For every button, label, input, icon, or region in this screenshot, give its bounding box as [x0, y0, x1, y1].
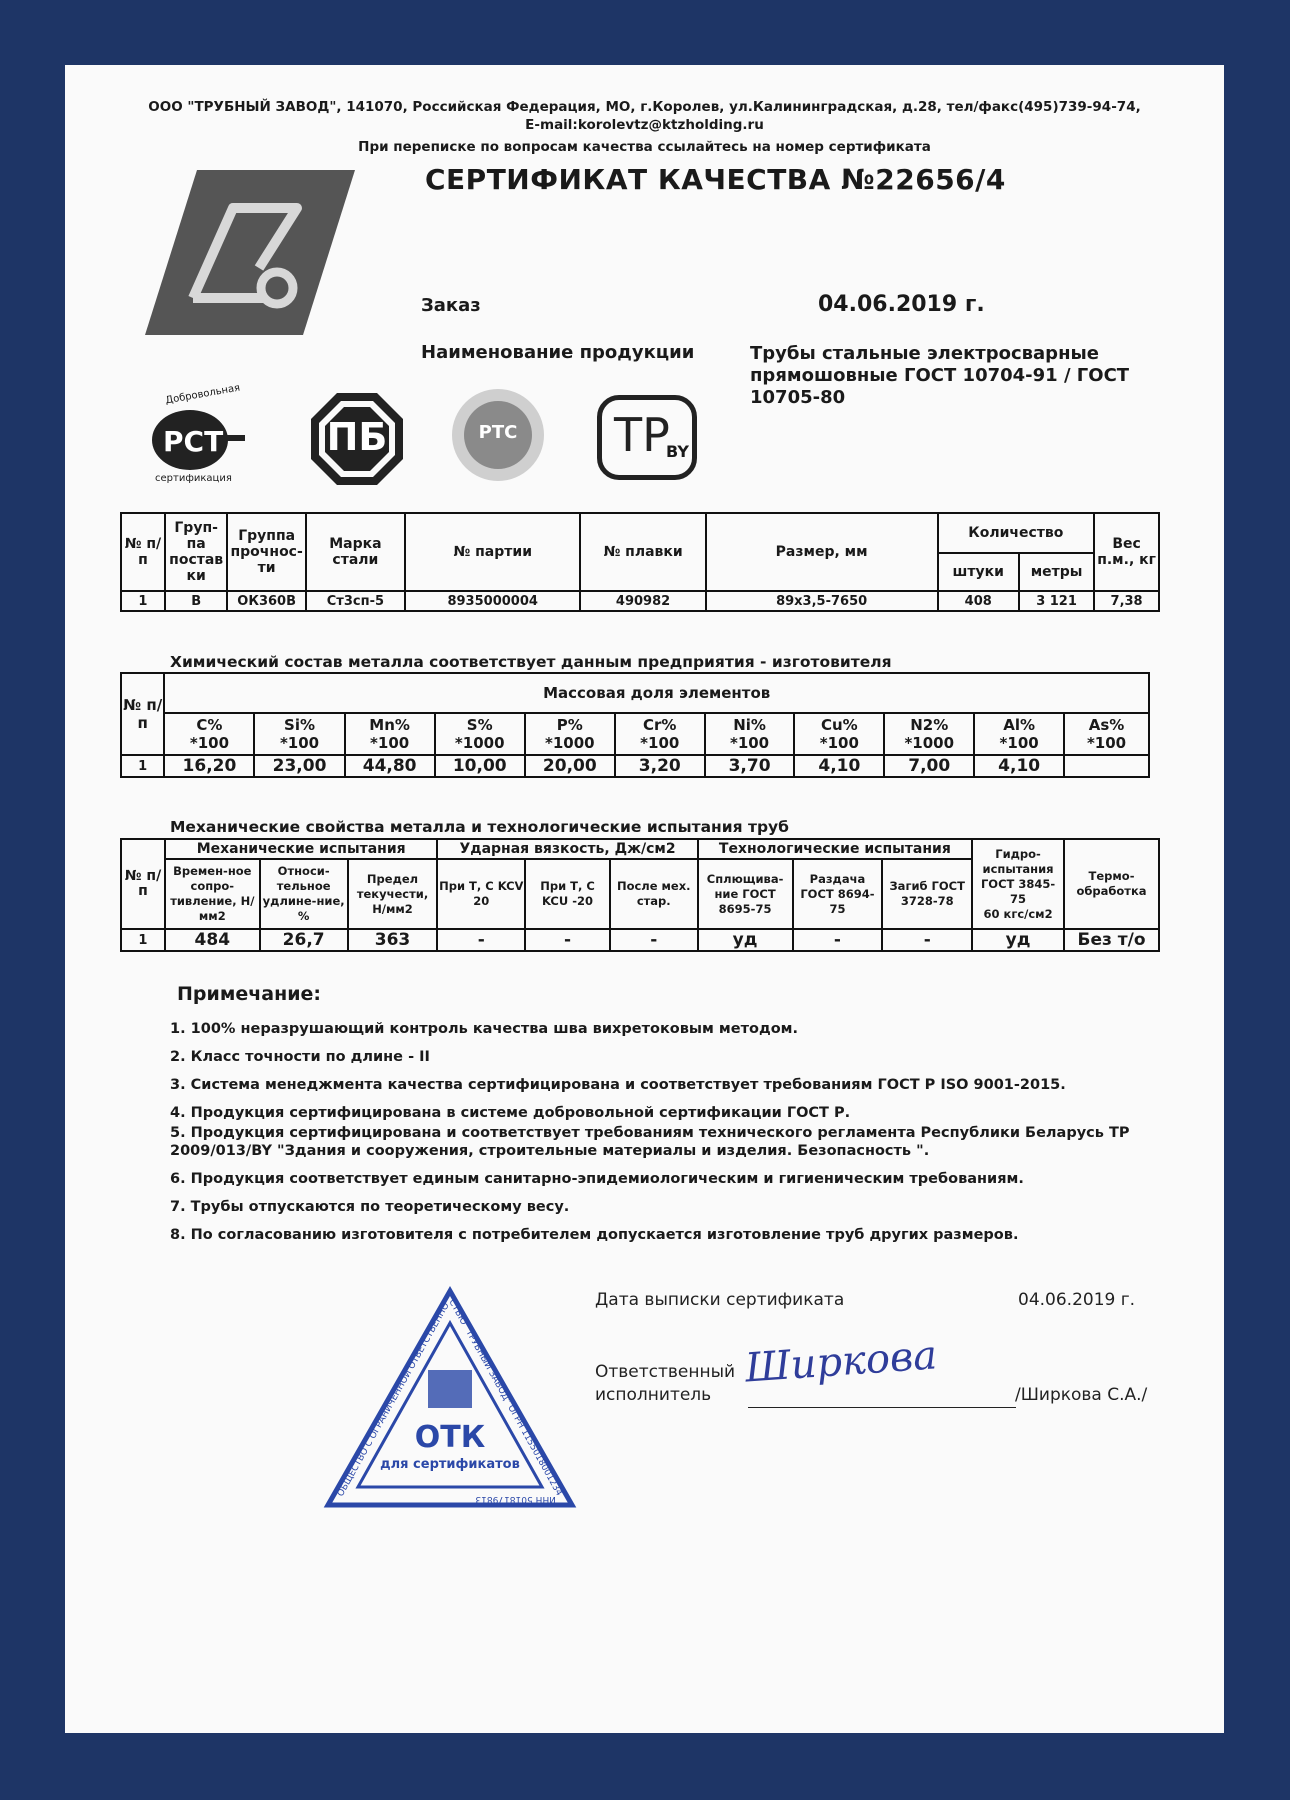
chem-hdr-element: Cu% *100 [794, 713, 884, 755]
responsible-label: Ответственный [595, 1362, 736, 1382]
mech-col-bend: Загиб ГОСТ 3728-78 [882, 859, 972, 929]
cell: 7,00 [884, 755, 974, 777]
tr-by-mark [597, 395, 697, 480]
cell: 490982 [580, 591, 705, 611]
cell: - [610, 929, 698, 951]
cell: 8935000004 [405, 591, 580, 611]
cell: 1 [121, 591, 165, 611]
hdr-batch: № партии [405, 513, 580, 591]
chem-table [120, 672, 1150, 778]
certificate-page [65, 65, 1224, 1733]
cell: 1 [121, 755, 164, 777]
otk-stamp [320, 1285, 580, 1515]
mech-hdr-mechanical: Механические испытания [165, 839, 438, 859]
cell: 1 [121, 929, 165, 951]
note-item: 4. Продукция сертифицирована в системе добровольной сертификации ГОСТ Р. [170, 1105, 851, 1121]
hdr-strength: Группа прочнос-ти [227, 513, 305, 591]
cell: 3,70 [705, 755, 795, 777]
cell: 89x3,5-7650 [706, 591, 938, 611]
cell: 26,7 [260, 929, 348, 951]
cell: - [882, 929, 972, 951]
mech-col-flattening: Сплющива-ние ГОСТ 8695-75 [698, 859, 793, 929]
chem-hdr-element: S% *1000 [435, 713, 525, 755]
hdr-pieces: штуки [938, 553, 1019, 591]
cell: 4,10 [794, 755, 884, 777]
chem-hdr-group: Массовая доля элементов [164, 673, 1149, 713]
stamp-ring-text: ОБЩЕСТВО С ОГРАНИЧЕННОЙ ОТВЕТСТВЕННОСТЬЮ "ТРУБНЫЙ ЗАВОД" ОГРН 1155018001234 ИНН 5018179813 [335, 1297, 564, 1504]
cell: уд [972, 929, 1064, 951]
issue-date-label: Дата выписки сертификата [595, 1290, 845, 1310]
cell: - [525, 929, 610, 951]
product-label: Наименование продукции [421, 342, 695, 363]
chem-hdr-element: Si% *100 [254, 713, 344, 755]
cell: 363 [348, 929, 438, 951]
cell: 20,00 [525, 755, 615, 777]
stamp-sub: для сертификатов [380, 1457, 520, 1472]
mech-hdr-heat: Термо-обработка [1064, 839, 1159, 929]
chem-hdr-element: As% *100 [1064, 713, 1149, 755]
order-label: Заказ [421, 295, 481, 316]
notes-title: Примечание: [177, 983, 322, 1005]
note-item: 2. Класс точности по длине - II [170, 1049, 430, 1065]
hdr-num: № п/п [121, 513, 165, 591]
tr-mark-sub: BY [666, 442, 689, 461]
cell: 4,10 [974, 755, 1064, 777]
mech-hdr-tech: Технологические испытания [698, 839, 972, 859]
pb-mark [311, 393, 403, 485]
chem-hdr-element: N2% *1000 [884, 713, 974, 755]
mech-col-kcv: При Т, С KCV 20 [437, 859, 525, 929]
cell: 16,20 [164, 755, 254, 777]
mech-col-aging: После мех. стар. [610, 859, 698, 929]
note-item: 1. 100% неразрушающий контроль качества шва вихретоковым методом. [170, 1021, 799, 1037]
company-logo [145, 170, 355, 335]
rst-mark-letters: РСТ [163, 425, 224, 458]
company-header: ООО "ТРУБНЫЙ ЗАВОД", 141070, Российская Федерация, МО, г.Королев, ул.Калининградская, д.28, тел/факс(495)739-94-74, [148, 99, 1141, 115]
mech-col-elongation: Относи-тельное удлине-ние, % [260, 859, 348, 929]
chem-title: Химический состав металла соответствует данным предприятия - изготовителя [170, 653, 892, 671]
chem-hdr-element: P% *1000 [525, 713, 615, 755]
note-item: 6. Продукция соответствует единым санитарно-эпидемиологическим и гигиеническим требованиям. [170, 1171, 1024, 1187]
cell: Без т/о [1064, 929, 1159, 951]
cell: 3,20 [615, 755, 705, 777]
note-item: 7. Трубы отпускаются по теоретическому весу. [170, 1199, 570, 1215]
mech-hdr-hydro: Гидро-испытания ГОСТ 3845-75 60 кгс/см2 [972, 839, 1064, 929]
note-item: 3. Система менеджмента качества сертифицирована и соответствует требованиям ГОСТ Р ISO 9001-2015. [170, 1077, 1066, 1093]
responsible-label-2: исполнитель [595, 1385, 712, 1405]
mech-title: Механические свойства металла и технологические испытания труб [170, 818, 789, 836]
rst-mark-top: Добровольная [164, 382, 241, 407]
note-item: 8. По согласованию изготовителя с потребителем допускается изготовление труб других размеров. [170, 1227, 1019, 1243]
cell: 3 121 [1019, 591, 1094, 611]
chem-hdr-element: Al% *100 [974, 713, 1064, 755]
issue-date: 04.06.2019 г. [1018, 1290, 1136, 1310]
chem-hdr-num: № п/п [121, 673, 164, 755]
chem-hdr-element: Ni% *100 [705, 713, 795, 755]
pb-mark-letters: ПБ [326, 415, 388, 459]
mech-col-tensile: Времен-ное сопро-тивление, Н/мм2 [165, 859, 260, 929]
note-item: 5. Продукция сертифицирована и соответствует требованиям технического регламента Республики Беларусь ТР 2009/013/BY "Здания и сооружения, строительные материалы и изделия. Безопасность ". [170, 1125, 1130, 1159]
mech-col-kcu: При Т, С KCU -20 [525, 859, 610, 929]
cell: 10,00 [435, 755, 525, 777]
signature: Ширкова [743, 1332, 939, 1392]
cell: 484 [165, 929, 260, 951]
mech-col-yield: Предел текучести, Н/мм2 [348, 859, 438, 929]
cell: ОК360В [227, 591, 305, 611]
cell: 23,00 [254, 755, 344, 777]
cell: Ст3сп-5 [306, 591, 405, 611]
hdr-grade: Марка стали [306, 513, 405, 591]
rst-mark-bottom: сертификация [155, 473, 232, 484]
hdr-weight: Вес п.м., кг [1094, 513, 1159, 591]
cell: 44,80 [345, 755, 435, 777]
hdr-size: Размер, мм [706, 513, 938, 591]
company-email: E-mail:korolevtz@ktzholding.ru [525, 117, 764, 133]
hdr-quantity: Количество [938, 513, 1095, 553]
tr-mark-letters: TP [614, 408, 670, 462]
certificate-title: СЕРТИФИКАТ КАЧЕСТВА №22656/4 [425, 163, 1006, 196]
cell [1064, 755, 1149, 777]
rts-mark-letters: РТС [478, 422, 518, 443]
cell: - [437, 929, 525, 951]
chem-hdr-element: Cr% *100 [615, 713, 705, 755]
cell: уд [698, 929, 793, 951]
notes-list [170, 1020, 1190, 1254]
stamp-main: ОТК [414, 1420, 486, 1455]
mech-hdr-impact: Ударная вязкость, Дж/см2 [437, 839, 697, 859]
mech-col-expansion: Раздача ГОСТ 8694-75 [793, 859, 883, 929]
cell: 7,38 [1094, 591, 1159, 611]
cell: 408 [938, 591, 1019, 611]
mech-table [120, 838, 1160, 952]
order-date: 04.06.2019 г. [818, 292, 985, 317]
cell: - [793, 929, 883, 951]
responsible-name: /Ширкова С.А./ [1015, 1385, 1148, 1405]
mech-hdr-num: № п/п [121, 839, 165, 929]
rst-mark [135, 382, 265, 490]
cell: В [165, 591, 228, 611]
signature-line [748, 1407, 1016, 1408]
chem-hdr-element: C% *100 [164, 713, 254, 755]
correspondence-note: При переписке по вопросам качества ссылайтесь на номер сертификата [358, 139, 931, 155]
product-name: Трубы стальные электросварные прямошовные ГОСТ 10704-91 / ГОСТ 10705-80 [750, 343, 1130, 408]
product-table [120, 512, 1160, 612]
chem-hdr-element: Mn% *100 [345, 713, 435, 755]
hdr-meters: метры [1019, 553, 1094, 591]
hdr-group: Груп-па постав ки [165, 513, 228, 591]
hdr-melt: № плавки [580, 513, 705, 591]
rts-mark [448, 385, 548, 485]
